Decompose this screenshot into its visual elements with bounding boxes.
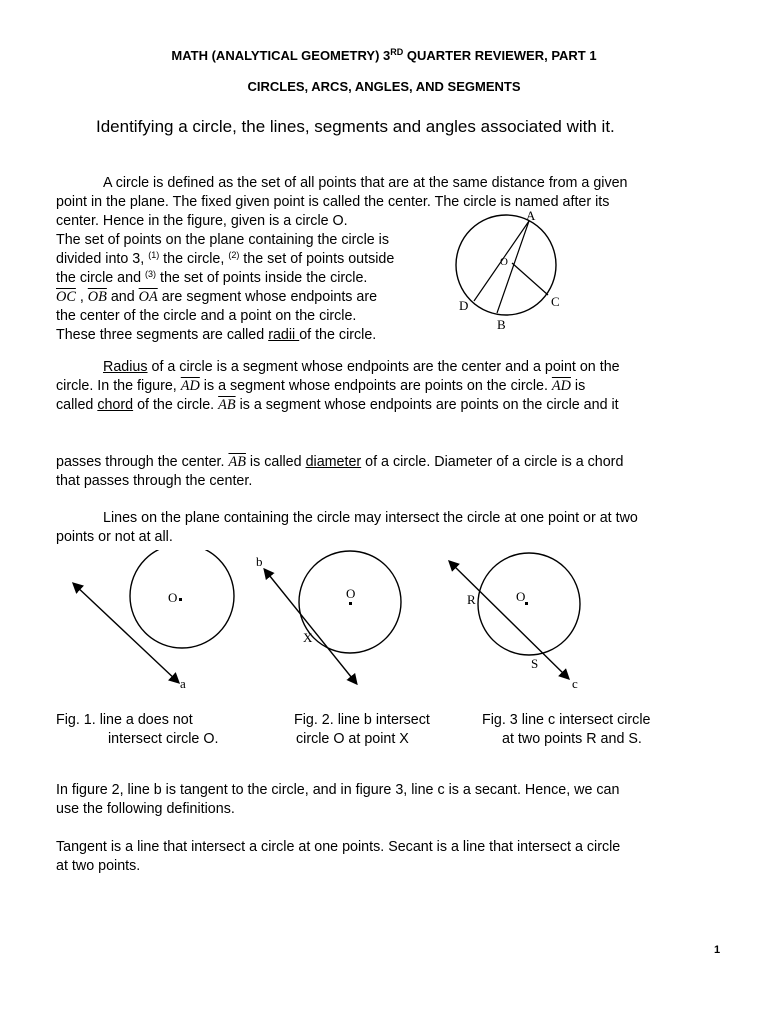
caption-fig3 <box>482 711 650 749</box>
text-line <box>56 453 716 472</box>
text-line: A circle is defined as the set of all points that are at the same distance from a given <box>103 175 628 191</box>
segment-ad: $\overline{AD}$ <box>551 378 571 394</box>
text-line <box>56 358 706 377</box>
superscript: (1) <box>148 250 160 260</box>
text-span: the set of points outside <box>239 251 395 267</box>
figure-3 <box>450 553 580 691</box>
section-heading: Identifying a circle, the lines, segments and angles associated with it. <box>96 117 615 136</box>
document-title <box>0 48 768 63</box>
label-o-fig1: O <box>168 590 178 605</box>
label-d: D <box>459 298 469 313</box>
label-o-fig2: O <box>346 586 356 601</box>
text-line <box>56 326 706 345</box>
paragraph-diameter <box>56 453 716 491</box>
text-span: of the circle. <box>133 397 219 413</box>
segment-oa: $\overline{OA}$ <box>138 289 158 305</box>
text-line: that passes through the center. <box>56 473 253 489</box>
line-a <box>74 584 178 682</box>
text-span: of a circle. Diameter of a circle is a chord <box>361 454 624 470</box>
text-line: points or not at all. <box>56 529 173 545</box>
title-text: MATH (ANALYTICAL GEOMETRY) 3 <box>171 48 391 63</box>
text-span: , <box>75 289 88 305</box>
label-c: C <box>551 294 560 309</box>
line-c <box>450 562 568 678</box>
text-span: of a circle is a segment whose endpoints are the center and a point on the <box>147 359 620 375</box>
term-chord: chord <box>97 397 134 413</box>
text-line <box>56 250 706 269</box>
label-b: B <box>497 317 506 332</box>
line-b <box>265 570 356 683</box>
text-span: is called <box>245 454 306 470</box>
text-span: circle. In the figure, <box>56 378 181 394</box>
segment-ab: $\overline{AB}$ <box>218 397 236 413</box>
text-span: are segment whose endpoints are <box>157 289 378 305</box>
paragraph-definitions <box>56 838 716 876</box>
center-dot <box>525 602 528 605</box>
text-line: point in the plane. The fixed given point is called the center. The circle is named after its <box>56 194 610 210</box>
radius-oc <box>512 263 548 295</box>
text-line: In figure 2, line b is tangent to the circle, and in figure 3, line c is a secant. Hence, we can <box>56 782 620 798</box>
text-span: is a segment whose endpoints are points on the circle and it <box>235 397 619 413</box>
label-b-fig2: b <box>256 554 263 569</box>
label-c-fig3: c <box>572 676 578 691</box>
paragraph-circle-definition <box>56 174 706 345</box>
superscript: (3) <box>145 269 157 279</box>
term-radii: radii <box>268 327 300 343</box>
text-span: These three segments are called <box>56 327 269 343</box>
text-span: passes through the center. <box>56 454 229 470</box>
text-line: the center of the circle and a point on the circle. <box>56 308 357 324</box>
text-span: the circle, <box>159 251 229 267</box>
caption-line: at two points R and S. <box>502 731 642 747</box>
caption-line: intersect circle O. <box>108 731 219 747</box>
center-dot <box>349 602 352 605</box>
text-span: and <box>106 289 139 305</box>
label-o: O <box>500 256 508 268</box>
superscript: (2) <box>228 250 240 260</box>
label-s-fig3: S <box>531 656 539 671</box>
segment-oc: $\overline{OC}$ <box>56 289 76 305</box>
text-span: called <box>56 397 98 413</box>
text-line: The set of points on the plane containing the circle is <box>56 232 390 248</box>
label-r-fig3: R <box>467 592 476 607</box>
caption-line: Fig. 3 line c intersect circle <box>482 712 651 728</box>
text-line <box>56 269 706 288</box>
text-line <box>56 288 706 307</box>
text-line: center. Hence in the figure, given is a circle O. <box>56 213 348 229</box>
caption-line: Fig. 1. line a does not <box>56 712 193 728</box>
text-line <box>56 377 706 396</box>
line-circle-figures <box>60 550 710 700</box>
label-o-fig3: O <box>516 589 526 604</box>
segment-ob: $\overline{OB}$ <box>87 289 107 305</box>
segment-ab: $\overline{AB}$ <box>228 454 246 470</box>
text-line <box>56 396 706 415</box>
document-subtitle: CIRCLES, ARCS, ANGLES, AND SEGMENTS <box>247 79 521 94</box>
text-span: of the circle. <box>299 327 377 343</box>
paragraph-lines-intro <box>56 509 716 547</box>
term-diameter: diameter <box>305 454 362 470</box>
text-span: divided into 3, <box>56 251 149 267</box>
caption-line: Fig. 2. line b intersect <box>294 712 430 728</box>
paragraph-radius-chord <box>56 358 706 415</box>
text-line: Tangent is a line that intersect a circle at one points. Secant is a line that intersect a circle <box>56 839 621 855</box>
label-a: A <box>526 208 536 223</box>
page-number: 1 <box>714 944 721 956</box>
caption-line: circle O at point X <box>296 731 409 747</box>
label-x-fig2: X <box>303 630 313 645</box>
text-line: at two points. <box>56 858 141 874</box>
text-line: Lines on the plane containing the circle may intersect the circle at one point or at two <box>103 510 638 526</box>
text-span: is a segment whose endpoints are points on the circle. <box>199 378 552 394</box>
text-span: is <box>570 378 586 394</box>
text-line: use the following definitions. <box>56 801 235 817</box>
figure-2 <box>256 551 401 683</box>
circle-o-figure <box>450 205 580 335</box>
center-dot <box>179 598 182 601</box>
caption-fig1 <box>56 711 218 749</box>
paragraph-tangent-secant <box>56 781 716 819</box>
label-a-fig1: a <box>180 676 186 691</box>
title-superscript: RD <box>390 47 404 57</box>
caption-fig2 <box>294 711 430 749</box>
text-span: the set of points inside the circle. <box>156 270 368 286</box>
figure-1 <box>74 550 234 691</box>
term-radius: Radius <box>103 359 148 375</box>
segment-ad: $\overline{AD}$ <box>180 378 200 394</box>
text-span: the circle and <box>56 270 146 286</box>
title-text-end: QUARTER REVIEWER, PART 1 <box>403 48 597 63</box>
